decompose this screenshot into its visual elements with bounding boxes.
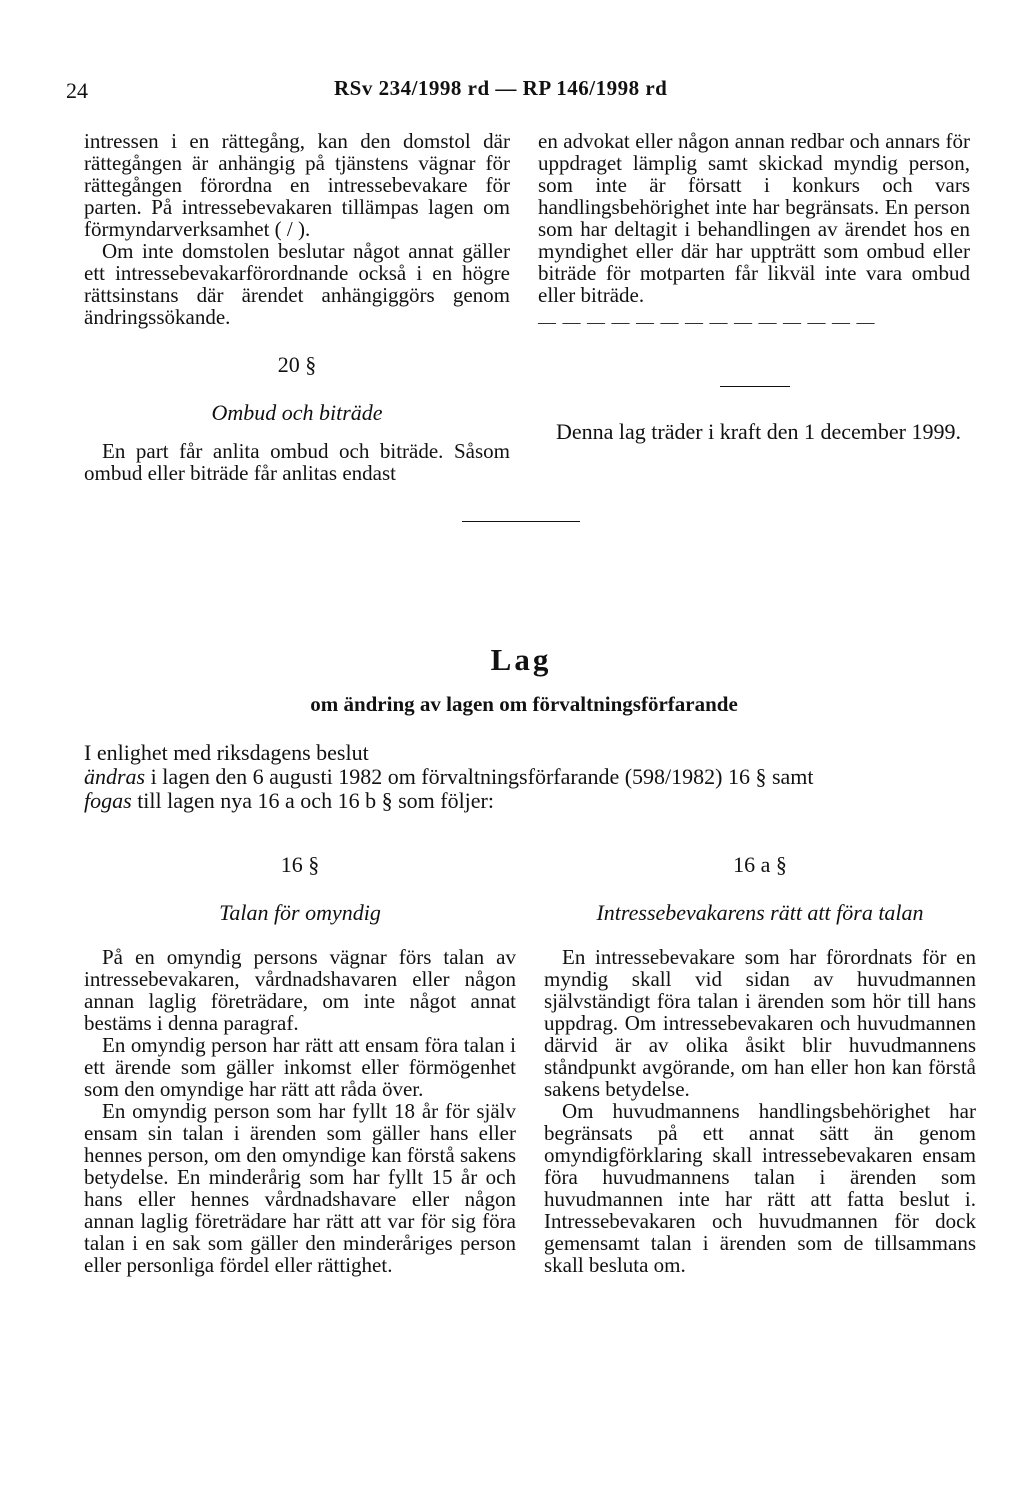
section-divider (462, 521, 580, 522)
paragraph: Om huvudmannens handlingsbehörighet har begränsats på ett annat sätt än genom omyndigförklaring skall intressebevakaren ensam föra huvudmannens talan i ärenden som huvudmannen inte har rätt att fatta beslut i. Intressebevakaren och huvudmannen för dock gemensamt talan i ärenden som de tillsammans skall besluta om. (544, 1099, 976, 1277)
divider-short (720, 386, 790, 387)
running-title: RSv 234/1998 rd — RP 146/1998 rd (334, 76, 668, 100)
paragraph: Denna lag träder i kraft den 1 december 1999. (556, 419, 961, 444)
preamble-keyword: ändras (84, 764, 146, 789)
section-title: Intressebevakarens rätt att föra talan (596, 900, 924, 925)
omission-dashes: — — — — — — — — — — — — — — (538, 312, 876, 332)
bottom-right-column (544, 852, 976, 1276)
law-title: Lag (490, 642, 552, 677)
preamble-text: i lagen den 6 augusti 1982 om förvaltningsförfarande (598/1982) 16 § samt (145, 764, 814, 789)
law-subtitle: om ändring av lagen om förvaltningsförfarande (310, 692, 738, 716)
preamble-line: I enlighet med riksdagens beslut (84, 740, 369, 765)
preamble-line (84, 789, 964, 813)
section-number: 16 § (280, 852, 320, 877)
section-number: 16 a § (733, 852, 787, 877)
paragraph: En omyndig person har rätt att ensam föra talan i ett ärende som gäller inkomst eller förmögenhet som den omyndige har rätt att råda över. (84, 1033, 516, 1101)
paragraph: En omyndig person som har fyllt 18 år för själv ensam sin talan i ärenden som gäller hans eller hennes person, om den omyndige kan förstå sakens betydelse. En minderårig som har fyllt 15 år och hans eller hennes vårdnadshavare eller någon annan laglig företrädare har rätt att var för sig föra talan i en sak som gäller den minderåriges person eller personliga fördel eller rättighet. (84, 1099, 516, 1277)
top-left-column (84, 130, 510, 484)
preamble (84, 741, 964, 813)
paragraph: intressen i en rättegång, kan den domstol där rättegången är anhängig på tjänstens vägnar för rättegången förordna en intressebevakare för parten. På intressebevakaren tillämpas lagen om förmyndarverksamhet ( / ). (84, 129, 510, 241)
preamble-text: till lagen nya 16 a och 16 b § som följer: (131, 788, 494, 813)
paragraph: En intressebevakare som har förordnats för en myndig skall vid sidan av huvudmannen självständigt föra talan i ärenden som hör till hans uppdrag. Om intressebevakaren och huvudmannen därvid är av olika åsikt blir huvudmannens ståndpunkt avgörande, om han eller hon kan förstå sakens betydelse. (544, 945, 976, 1101)
bottom-left-column (84, 852, 516, 1276)
preamble-keyword: fogas (84, 788, 132, 813)
preamble-line (84, 765, 964, 789)
section-number: 20 § (277, 352, 317, 377)
paragraph: en advokat eller någon annan redbar och annars för uppdraget lämplig samt skickad myndig person, som inte är försatt i konkurs och vars handlingsbehörighet inte har begränsats. En person som har deltagit i behandlingen av ärendet hos en myndighet eller där har uppträtt som ombud eller biträde för motparten får likväl inte vara ombud eller biträde. (538, 129, 970, 307)
paragraph: En part får anlita ombud och biträde. Såsom ombud eller biträde får anlitas endast (84, 439, 510, 485)
page-number: 24 (66, 78, 88, 103)
section-title: Ombud och biträde (211, 400, 383, 425)
paragraph: Om inte domstolen beslutar något annat gäller ett intressebevakarförordnande också i en högre rättsinstans där ärendet anhängiggörs genom ändringssökande. (84, 239, 510, 329)
entry-into-force (538, 420, 970, 444)
paragraph: På en omyndig persons vägnar förs talan av intressebevakaren, vårdnadshavaren eller någon annan laglig företrädare, om inte något annat bestäms i denna paragraf. (84, 945, 516, 1035)
section-title: Talan för omyndig (219, 900, 381, 925)
top-right-column (538, 130, 970, 333)
